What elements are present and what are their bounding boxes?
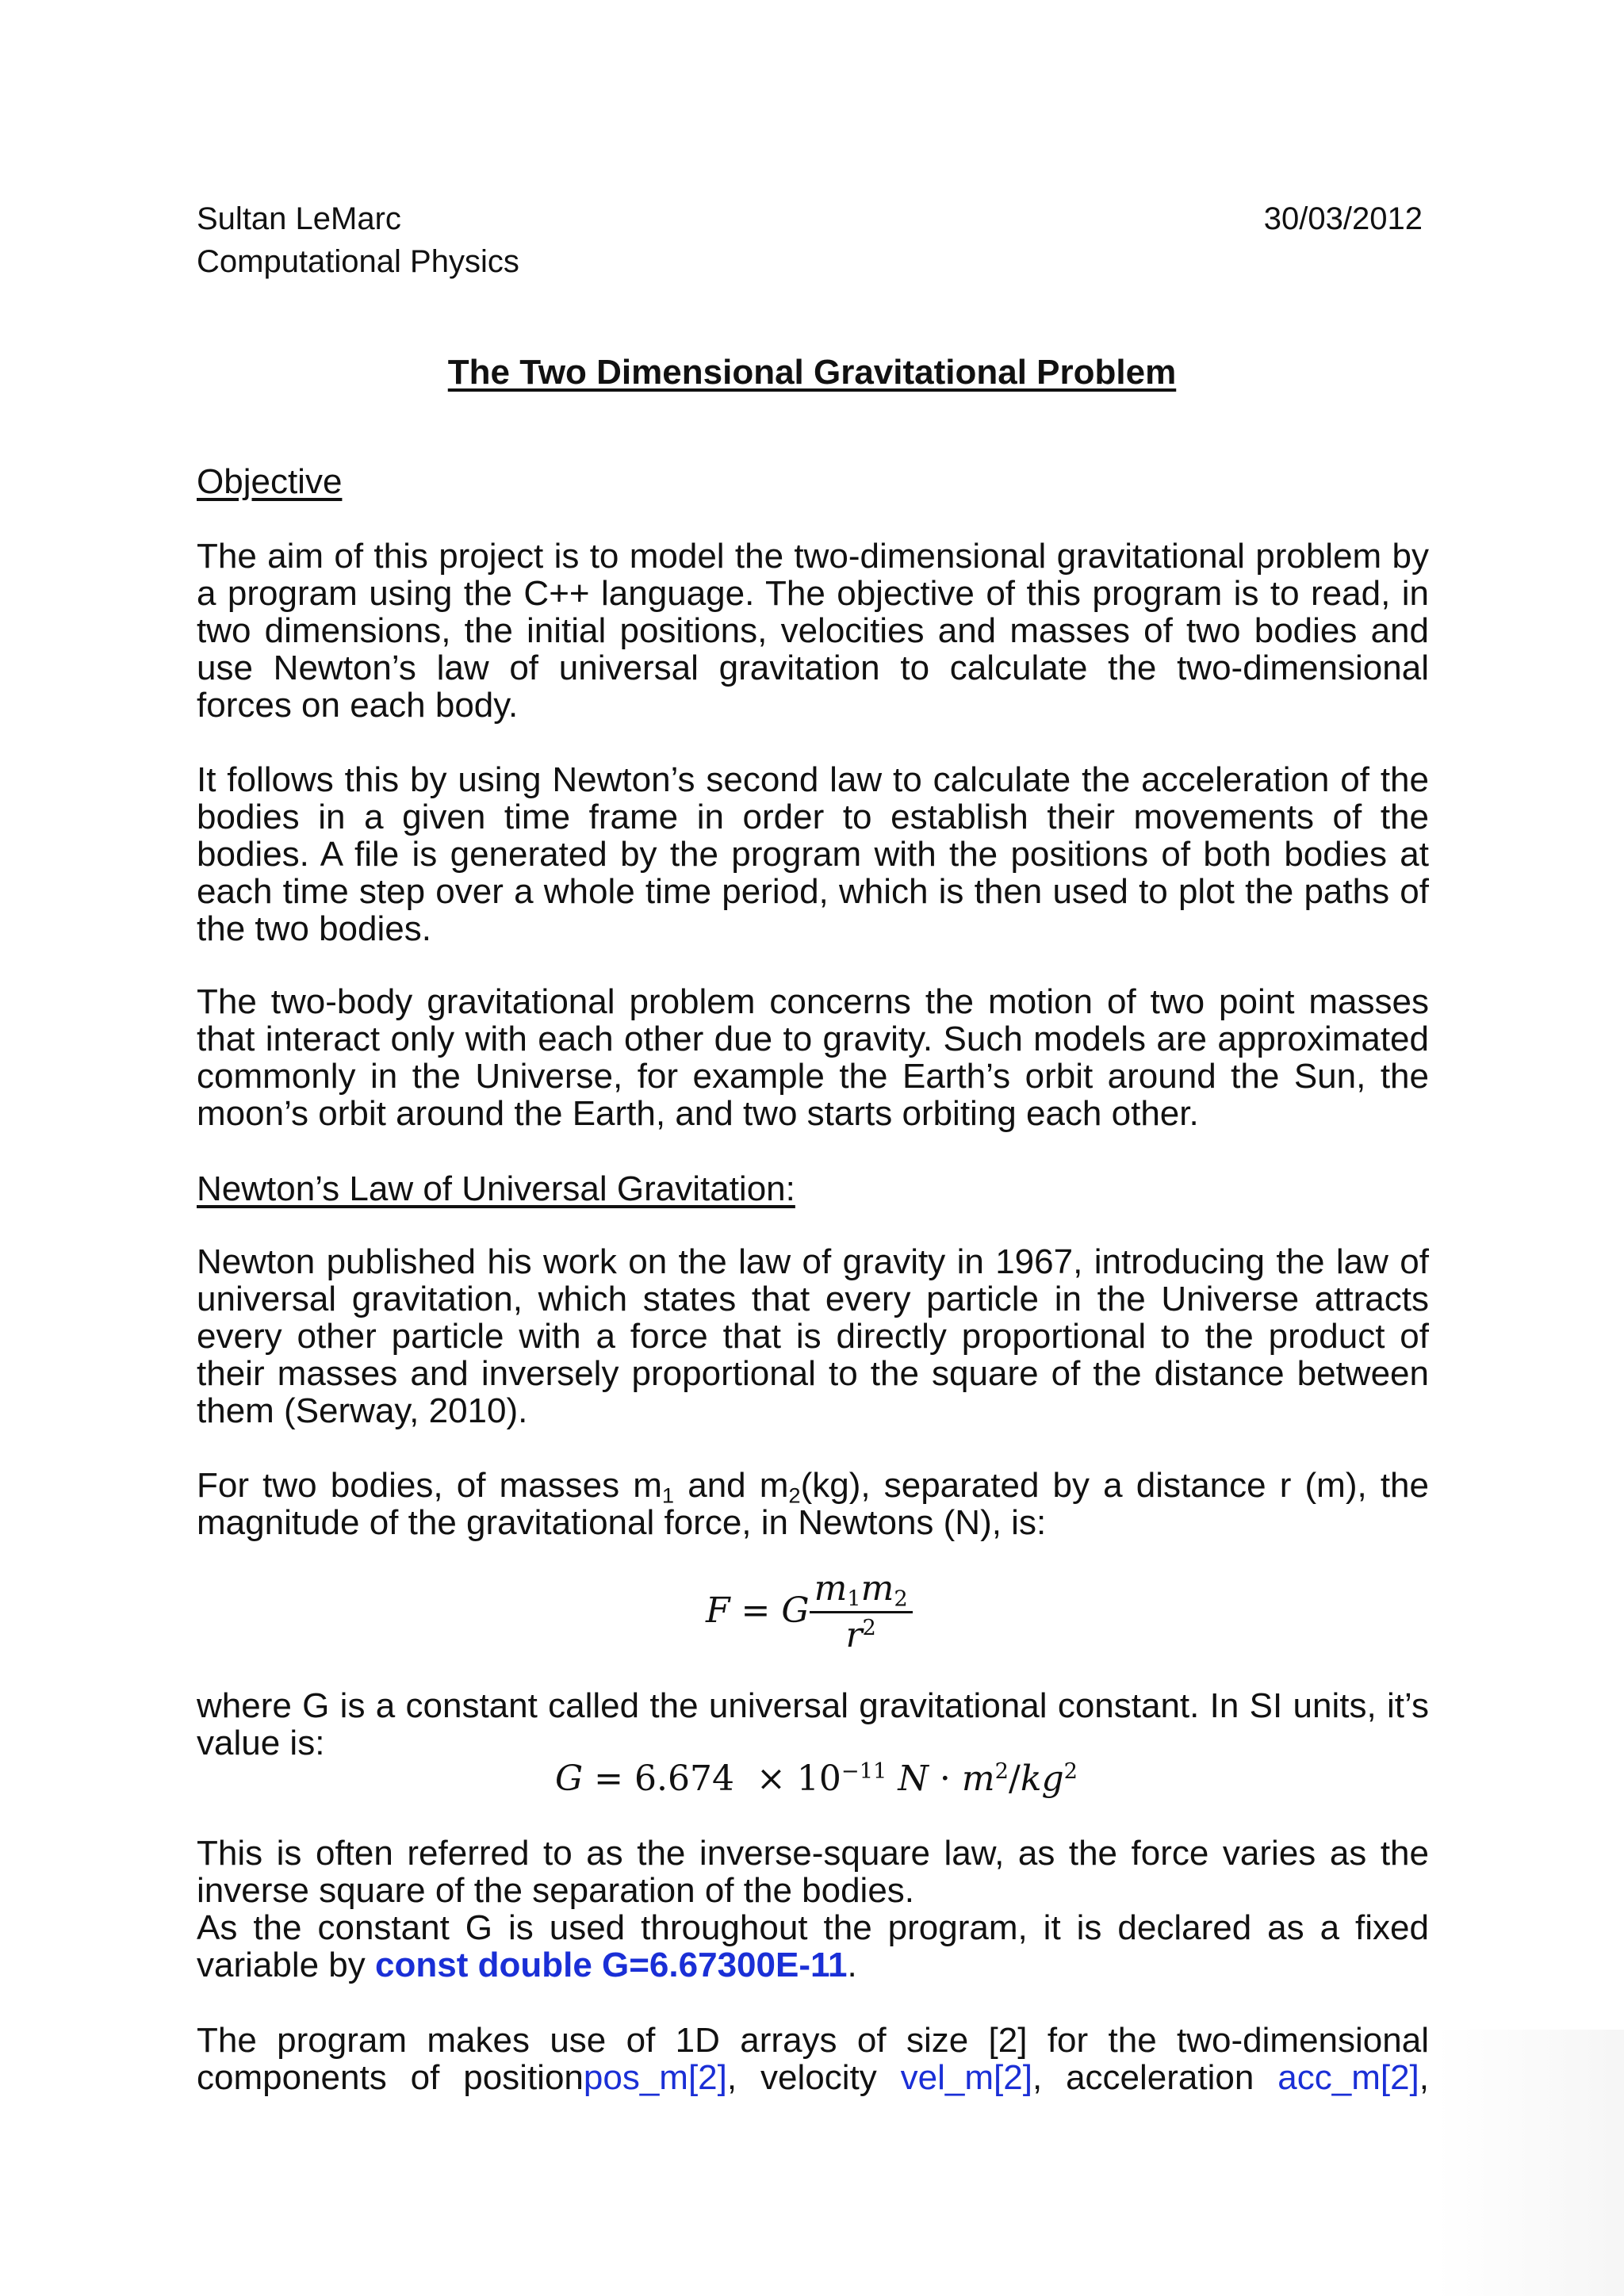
eq-num-m1: m — [814, 1568, 848, 1609]
code-const-G: const double G=6.67300E-11 — [375, 1946, 848, 1984]
eq-force-numerator — [810, 1568, 913, 1613]
p5-text-c: (kg), separated by a distance r (m), the magnitude of the gravitational force, in Newtons (N), is: — [197, 1466, 1429, 1542]
document-title-text: The Two Dimensional Gravitational Problem — [447, 353, 1177, 392]
paragraph-two-masses — [197, 1467, 1429, 1541]
p9-text-b: , velocity — [726, 2058, 901, 2097]
code-pos-array: pos_m[2] — [583, 2058, 727, 2097]
eq-const-unit-m: m — [961, 1758, 995, 1799]
paragraph-constant: where G is a constant called the universal gravitational constant. In SI units, it’s value is: — [197, 1686, 1429, 1762]
eq-const-unit-m-sup: 2 — [994, 1759, 1009, 1784]
eq-const-dot: · — [939, 1758, 951, 1799]
paragraph-second-law: It follows this by using Newton’s second law to calculate the acceleration of the bodies in a given time frame in order to establish their movements of the bodies. A file is generated by the program with the positions of both bodies at each time step over a whole time period, which is then used to plot the paths of the two bodies. — [197, 760, 1429, 948]
eq-const-unit-kg-sup: 2 — [1063, 1759, 1078, 1784]
p5-sub1: 1 — [661, 1483, 675, 1508]
eq-const-base: 10 — [796, 1758, 841, 1799]
eq-force-denominator — [810, 1613, 913, 1658]
p5-text-b: and m — [674, 1466, 789, 1505]
paragraph-const-declaration — [197, 1909, 1429, 1984]
eq-num-sub2: 2 — [894, 1586, 908, 1612]
author-name: Sultan LeMarc — [197, 201, 401, 236]
scan-shadow — [1435, 2030, 1624, 2296]
p9-text-c: , acceleration — [1032, 2058, 1278, 2097]
objective-heading — [197, 458, 342, 506]
eq-num-sub1: 1 — [847, 1586, 861, 1612]
p8-text-b: . — [847, 1946, 857, 1984]
eq-const-unit-kg: kg — [1020, 1758, 1064, 1799]
code-vel-array: vel_m[2] — [900, 2058, 1032, 2097]
eq-force-equals: = — [741, 1590, 771, 1631]
eq-const-slash: / — [1009, 1758, 1021, 1799]
p5-sub2: 2 — [788, 1483, 801, 1508]
newton-law-heading-text: Newton’s Law of Universal Gravitation: — [197, 1169, 795, 1208]
paragraph-aim: The aim of this project is to model the two-dimensional gravitational problem by a program using the C++ language. The objective of this program is to read, in two dimensions, the initial positions, velocities and masses of two bodies and use Newton’s law of universal gravitation to calculate the two-dimensional forces on each body. — [197, 537, 1429, 725]
newton-law-heading — [197, 1165, 795, 1213]
eq-force-fraction — [810, 1568, 913, 1658]
objective-heading-text: Objective — [197, 462, 343, 501]
document-title — [0, 349, 1624, 396]
eq-const-equals: = — [594, 1758, 624, 1799]
paragraph-two-body: The two-body gravitational problem concerns the motion of two point masses that interact only with each other due to gravity. Such models are approximated commonly in the Universe, for example the Earth’s orbit around the Sun, the moon’s orbit around the Earth, and two starts orbiting each other. — [197, 982, 1429, 1133]
eq-den-r: r — [845, 1615, 863, 1655]
force-equation — [706, 1568, 913, 1658]
eq-den-sup: 2 — [862, 1616, 876, 1640]
course-name: Computational Physics — [197, 244, 519, 279]
eq-force-G: G — [781, 1590, 810, 1631]
p5-text-a: For two bodies, of masses m — [197, 1466, 662, 1505]
document-date: 30/03/2012 — [1263, 201, 1423, 236]
eq-const-times: × — [756, 1758, 786, 1799]
code-acc-array: acc_m[2] — [1277, 2058, 1419, 2097]
eq-num-m2: m — [860, 1568, 894, 1609]
paragraph-inverse-square: This is often referred to as the inverse-square law, as the force varies as the inverse square of the separation of the bodies. — [197, 1834, 1429, 1910]
eq-force-F: F — [706, 1590, 730, 1631]
p8-text-a: As the constant G is used throughout the program, it is declared as a fixed variable by — [197, 1908, 1429, 1984]
eq-const-exp: −11 — [841, 1759, 887, 1784]
eq-const-unit-N: N — [898, 1758, 929, 1799]
paragraph-newton-published: Newton published his work on the law of gravity in 1967, introducing the law of universal gravitation, which states that every particle in the Universe attracts every other particle with a force that is directly proportional to the product of their masses and inversely proportional to the square of the distance between them (Serway, 2010). — [197, 1242, 1429, 1430]
p9-text-a: The program makes use of 1D arrays of size [2] for the two-dimensional components of position — [197, 2021, 1429, 2097]
p9-text-d: , — [1419, 2058, 1429, 2097]
eq-const-value: 6.674 — [634, 1758, 734, 1799]
eq-const-G: G — [555, 1758, 584, 1799]
paragraph-arrays — [197, 2022, 1429, 2096]
constant-equation — [555, 1755, 1078, 1803]
